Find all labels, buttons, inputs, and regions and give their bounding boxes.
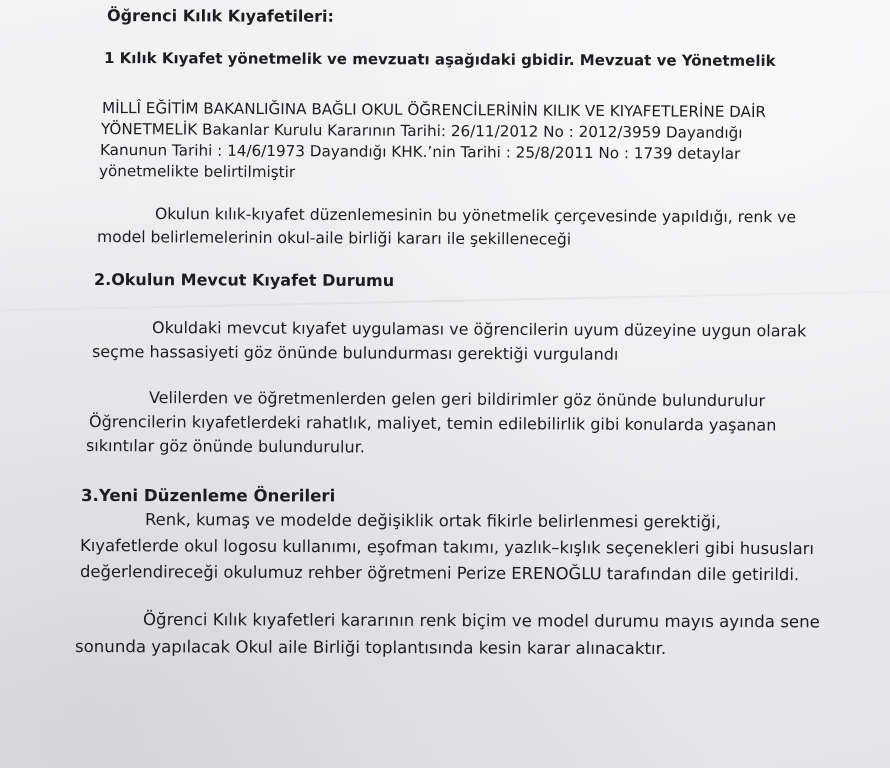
section1-paragraph-line: model belirlemelerinin okul-aile birliği kararı ile şekilleneceği xyxy=(96,228,572,249)
section2-paragraph-line: seçme hassasiyeti göz önünde bulundurması gerektiği vurgulandı xyxy=(91,342,619,364)
regulation-line: yönetmelikte belirtilmiştir xyxy=(98,162,296,182)
section2-paragraph-line: sıkıntılar göz önünde bulundurulur. xyxy=(85,436,365,457)
section3-paragraph-line: Renk, kumaş ve modelde değişiklik ortak fikirle belirlenmesi gerektiği, xyxy=(144,510,721,532)
section1-paragraph-line: Okulun kılık-kıyafet düzenlemesinin bu yönetmelik çerçevesinde yapıldığı, renk ve xyxy=(154,205,797,227)
regulation-line: Kanunun Tarihi : 14/6/1973 Dayandığı KHK.’nin Tarihi : 25/8/2011 No : 1739 detaylar xyxy=(99,141,741,163)
paper-fold xyxy=(0,291,890,312)
section2-heading: 2.Okulun Mevcut Kıyafet Durumu xyxy=(93,270,395,291)
section2-paragraph-line: Okuldaki mevcut kıyafet uygulaması ve öğrencilerin uyum düzeyine uygun olarak xyxy=(151,318,807,341)
section2-paragraph-line: Velilerden ve öğretmenlerden gelen geri bildirimler göz önünde bulundurulur xyxy=(148,388,766,411)
section3-paragraph-line: sonunda yapılacak Okul aile Birliği toplantısında kesin karar alınacaktır. xyxy=(74,637,667,659)
regulation-line: MİLLÎ EĞİTİM BAKANLIĞINA BAĞLI OKUL ÖĞRENCİLERİNİN KILIK VE KIYAFETLERİNE DAİR xyxy=(101,99,767,122)
section1-heading: 1 Kılık Kıyafet yönetmelik ve mevzuatı aşağıdaki gbidir. Mevzuat ve Yönetmelik xyxy=(103,49,776,70)
section2-paragraph-line: Öğrencilerin kıyafetlerdeki rahatlık, maliyet, temin edilebilirlik gibi konularda yaşanan xyxy=(88,412,777,435)
section3-paragraph-line: Kıyafetlerde okul logosu kullanımı, eşofman takımı, yazlık–kışlık seçenekleri gibi hususları xyxy=(79,536,814,559)
section3-paragraph-line: Öğrenci Kılık kıyafetleri kararının renk biçim ve model durumu mayıs ayında sene xyxy=(142,610,820,632)
section3-heading: 3.Yeni Düzenleme Önerileri xyxy=(80,486,336,506)
section3-paragraph-line: değerlendireceği okulumuz rehber öğretmeni Perize ERENOĞLU tarafından dile getirildi. xyxy=(79,562,800,585)
regulation-line: YÖNETMELİK Bakanlar Kurulu Kararının Tarihi: 26/11/2012 No : 2012/3959 Dayandığı xyxy=(100,120,743,142)
document-title: Öğrenci Kılık Kıyafetileri: xyxy=(106,6,334,26)
